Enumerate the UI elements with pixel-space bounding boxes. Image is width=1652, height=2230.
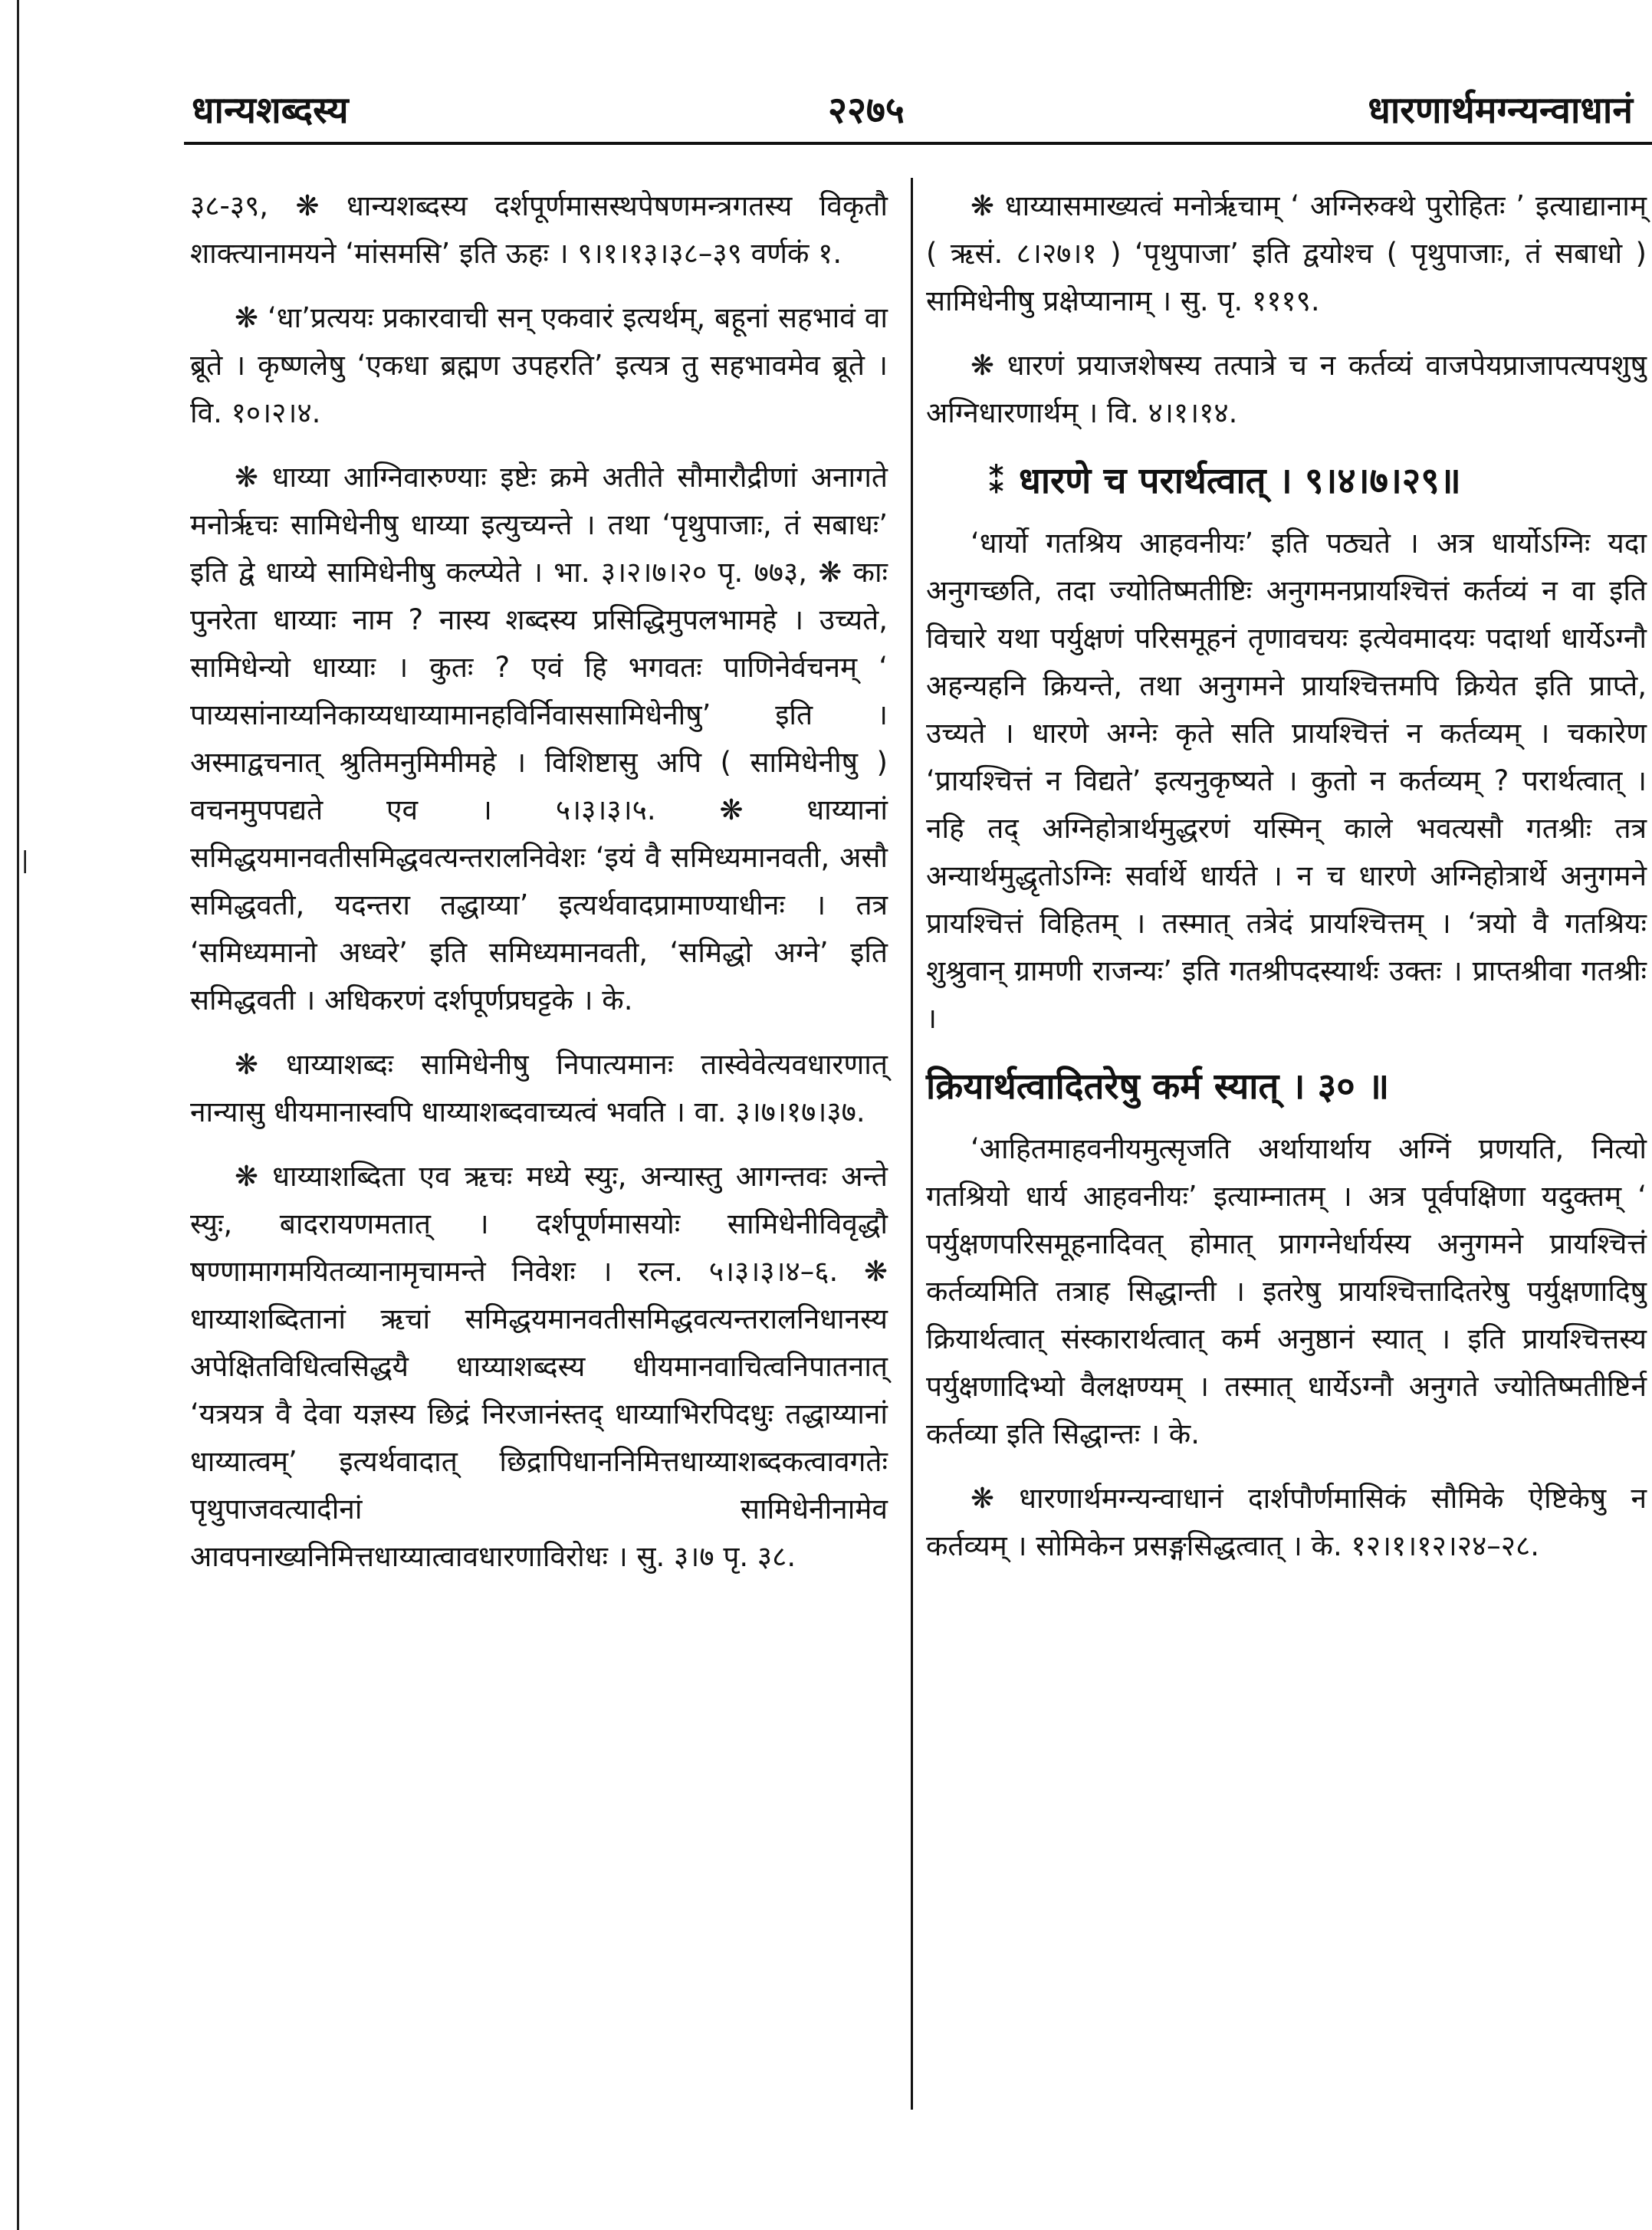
entry-paragraph: ❋ धाय्याशब्दिता एव ऋचः मध्ये स्युः, अन्यास्तु आगन्तवः अन्ते स्युः, बादरायणमतात् । दर्शपूर्णमासयोः सामिधेनीविवृद्धौ षण्णामागमयितव्यानामृचामन्ते निवेशः । रत्न. ५।३।३।४–६. ❋ धाय्याशब्दितानां ऋचां समिद्धयमानवतीसमिद्धवत्यन्तरालनिधानस्य अपेक्षितविधित्वसिद्धयै धाय्याशब्दस्य धीयमानवाचित्वनिपातनात् ‘यत्रयत्र वै देवा यज्ञस्य छिद्रं निरजानंस्तद् धाय्याभिरपिदधुः तद्धाय्यानां धाय्यात्वम्’ इत्यर्थवादात् छिद्रापिधाननिमित्तधाय्याशब्दकत्वावगतेः पृथुपाजवत्यादीनां सामिधेनीनामेव आवपनाख्यनिमित्तधाय्यात्वावधारणाविरोधः । सु. ३।७ पृ. ३८. [190,1160,888,1573]
scan-edge-line [17,0,19,2230]
margin-mark: ❘ [15,847,35,874]
commentary-paragraph: ‘धार्यो गतश्रिय आहवनीयः’ इति पठ्यते । अत्र धार्योऽग्निः यदा अनुगच्छति, तदा ज्योतिष्मतीष्टिः अनुगमनप्रायश्चित्तं कर्तव्यं न वा इति विचारे यथा पर्युक्षणं परिसमूहनं तृणावचयः इत्येवमादयः पदार्था धार्येऽग्नौ अहन्यहनि क्रियन्ते, तथा अनुगमने प्रायश्चित्तमपि क्रियेत इति प्राप्ते, उच्यते । धारणे अग्नेः कृते सति प्रायश्चित्तं न कर्तव्यम् । चकारेण ‘प्रायश्चित्तं न विद्यते’ इत्यनुकृष्यते । कुतो न कर्तव्यम् ? परार्थत्वात् । नहि तद् अग्निहोत्रार्थमुद्धरणं यस्मिन् काले भवत्यसौ गतश्रीः तत्र अन्यार्थमुद्धृतोऽग्निः सर्वार्थे धार्यते । न च धारणे अग्निहोत्रार्थे अनुगमने प्रायश्चित्तं विहितम् । तस्मात् तत्रेदं प्रायश्चित्तम् । ‘त्रयो वै गतश्रियः शुश्रुवान् ग्रामणी राजन्यः’ इति गतश्रीपदस्यार्थः उक्तः । प्राप्तश्रीवा गतश्रीः । [926,527,1647,1035]
sutra-heading: क्रियार्थत्वादितरेषु कर्म स्यात् । ३० ॥ [926,1066,1390,1108]
commentary-paragraph: ‘आहितमाहवनीयमुत्सृजति अर्थायार्थाय अग्निं प्रणयति, नित्यो गतश्रियो धार्य आहवनीयः’ इत्याम्नातम् । अत्र पूर्वपक्षिणा यदुक्तम् ‘ पर्युक्षणपरिसमूहनादिवत् होमात् प्रागग्नेर्धार्यस्य अनुगमने प्रायश्चित्तं कर्तव्यमिति तत्राह सिद्धान्ती । इतरेषु प्रायश्चित्तादितरेषु पर्युक्षणादिषु क्रियार्थत्वात् संस्कारार्थत्वात् कर्म अनुष्ठानं स्यात् । इति प्रायश्चित्तस्य पर्युक्षणादिभ्यो वैलक्षण्यम् । तस्मात् धार्येऽग्नौ अनुगते ज्योतिष्मतीष्टिर्न कर्तव्या इति सिद्धान्तः । के. [926,1132,1647,1450]
header-right: धारणार्थमग्न्यन्वाधानं [1368,89,1633,132]
entry-paragraph: ३८-३९, ❋ धान्यशब्दस्य दर्शपूर्णमासस्थपेषणमन्त्रगतस्य विकृतौ शाक्त्यानामयने ‘मांसमसि’ इति ऊहः । ९।१।१३।३८–३९ वर्णकं १. [190,189,888,270]
entry-paragraph: ❋ धारणार्थमग्न्यन्वाधानं दार्शपौर्णमासिकं सौमिके ऐष्टिकेषु न कर्तव्यम् । सोमिकेन प्रसङ्गसिद्धत्वात् । के. १२।१।१२।२४–२८. [926,1482,1647,1562]
entry-paragraph: ❋ धाय्यासमाख्यत्वं मनोर्ऋचाम् ‘ अग्निरुक्थे पुरोहितः ’ इत्याद्यानाम् ( ऋसं. ८।२७।१ ) ‘पृथुपाजा’ इति द्वयोश्च ( पृथुपाजाः, तं सबाधो ) सामिधेनीषु प्रक्षेप्यानाम् । सु. पृ. १११९. [926,189,1647,317]
page-number: २२७५ [828,89,905,132]
header-left: धान्यशब्दस्य [192,89,349,132]
right-column [926,182,1647,1587]
running-header [0,69,1652,146]
header-rule [184,142,1652,145]
entry-paragraph: ❋ धाय्याशब्दः सामिधेनीषु निपात्यमानः तास्वेवेत्यवधारणात् नान्यासु धीयमानास्वपि धाय्याशब्दवाच्यत्वं भवति । वा. ३।७।१७।३७. [190,1048,888,1128]
entry-paragraph: ❋ धारणं प्रयाजशेषस्य तत्पात्रे च न कर्तव्यं वाजपेयप्राजापत्यपशुषु अग्निधारणार्थम् । वि. ४।१।१४. [926,349,1647,429]
column-divider [911,178,913,2110]
entry-paragraph: ❋ ‘धा’प्रत्ययः प्रकारवाची सन् एकवारं इत्यर्थम्, बहूनां सहभावं वा ब्रूते । कृष्णलेषु ‘एकधा ब्रह्मण उपहरति’ इत्यत्र तु सहभावमेव ब्रूते । वि. १०।२।४. [190,301,888,429]
sutra-heading: ⁑ धारणे च परार्थत्वात् । ९।४।७।२९॥ [987,460,1461,502]
left-column [190,182,888,1598]
entry-paragraph: ❋ धाय्या आग्निवारुण्याः इष्टेः क्रमे अतीते सौमारौद्रीणां अनागते मनोर्ऋचः सामिधेनीषु धाय्या इत्युच्यन्ते । तथा ‘पृथुपाजाः, तं सबाधः’ इति द्वे धाय्ये सामिधेनीषु कल्प्येते । भा. ३।२।७।२० पृ. ७७३, ❋ काः पुनरेता धाय्याः नाम ? नास्य शब्दस्य प्रसिद्धिमुपलभामहे । उच्यते, सामिधेन्यो धाय्याः । कुतः ? एवं हि भगवतः पाणिनेर्वचनम् ‘ पाय्यसांनाय्यनिकाय्यधाय्यामानहविर्निवाससामिधेनीषु’ इति । अस्माद्वचनात् श्रुतिमनुमिमीमहे । विशिष्टासु अपि ( सामिधेनीषु ) वचनमुपपद्यते एव । ५।३।३।५. ❋ धाय्यानां समिद्धयमानवतीसमिद्धवत्यन्तरालनिवेशः ‘इयं वै समिध्यमानवती, असौ समिद्धवती, यदन्तरा तद्धाय्या’ इत्यर्थवादप्रामाण्याधीनः । तत्र ‘समिध्यमानो अध्वरे’ इति समिध्यमानवती, ‘समिद्धो अग्ने’ इति समिद्धवती । अधिकरणं दर्शपूर्णप्रघट्टके । के. [190,461,888,1016]
